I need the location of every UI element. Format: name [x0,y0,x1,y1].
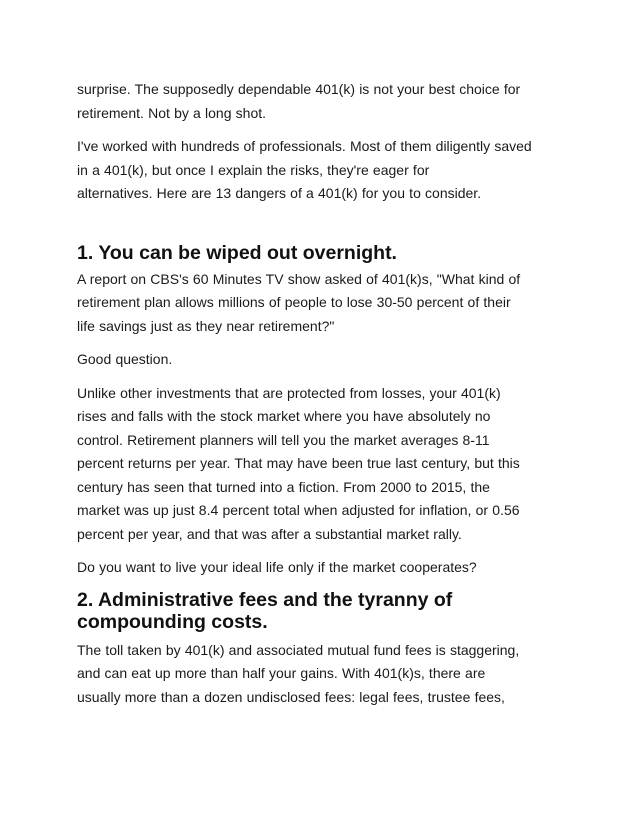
text-line: Good question. [77,351,173,367]
text-line: market was up just 8.4 percent total when adjusted for inflation, or 0.56 [77,502,520,518]
heading-line: 2. Administrative fees and the tyranny of [77,588,453,611]
text-line: control. Retirement planners will tell you the market averages 8-11 [77,431,490,448]
text-line: retirement. Not by a long shot. [77,104,267,121]
text-line: Do you want to live your ideal life only if the market cooperates? [77,559,477,575]
section-1-paragraph-2 [77,348,577,372]
text-line: alternatives. Here are 13 dangers of a 401(k) for you to consider. [77,185,482,201]
text-line: retirement plan allows millions of people to lose 30-50 percent of their [77,294,511,310]
text-line: and can eat up more than half your gains. With 401(k)s, there are [77,665,486,681]
intro-paragraph-2 [77,135,577,206]
document-body [77,78,577,709]
intro-paragraph-1 [77,78,577,125]
section-1-heading: 1. You can be wiped out overnight. [77,241,397,264]
text-line: usually more than a dozen undisclosed fees: legal fees, trustee fees, [77,688,505,705]
text-line: percent returns per year. That may have been true last century, but this [77,455,520,471]
text-line: A report on CBS's 60 Minutes TV show asked of 401(k)s, "What kind of [77,270,521,287]
section-1-paragraph-1 [77,268,577,339]
text-line: The toll taken by 401(k) and associated mutual fund fees is staggering, [77,641,520,658]
text-line: rises and falls with the stock market where you have absolutely no [77,408,491,424]
text-line: in a 401(k), but once I explain the risks, they're eager for [77,161,430,178]
text-line: life savings just as they near retirement?" [77,317,335,334]
section-1-paragraph-4 [77,556,577,580]
section-2-heading [77,589,577,633]
text-line: percent per year, and that was after a substantial market rally. [77,525,462,542]
section-2-paragraph-1 [77,639,577,710]
text-line: Unlike other investments that are protected from losses, your 401(k) [77,384,501,401]
text-line: century has seen that turned into a fiction. From 2000 to 2015, the [77,478,490,495]
heading-line: compounding costs. [77,610,268,633]
text-line: I've worked with hundreds of professionals. Most of them diligently saved [77,138,532,154]
text-line: surprise. The supposedly dependable 401(k) is not your best choice for [77,81,521,97]
section-1-paragraph-3 [77,382,577,547]
